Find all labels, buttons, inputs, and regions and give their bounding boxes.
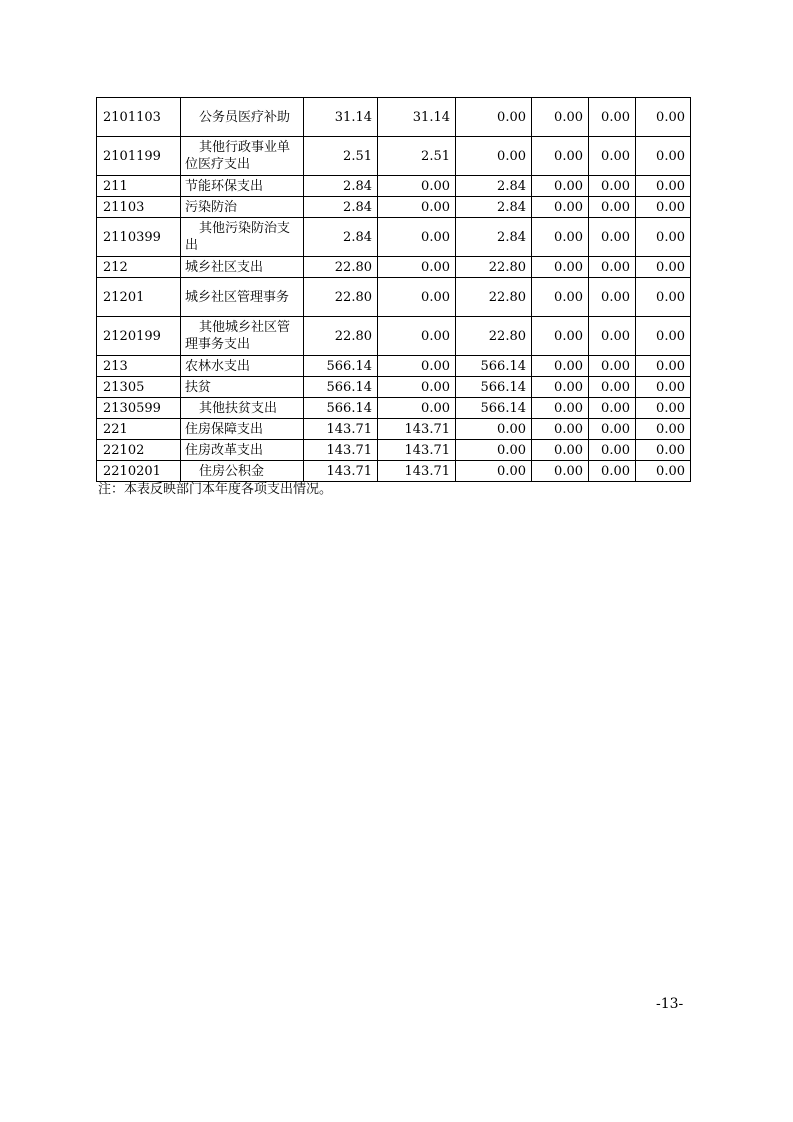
amount-cell: 566.14: [456, 356, 532, 377]
amount-cell: 0.00: [532, 440, 589, 461]
amount-cell: 143.71: [304, 419, 378, 440]
amount-cell: 2.51: [304, 137, 378, 176]
amount-cell: 566.14: [456, 377, 532, 398]
amount-cell: 0.00: [378, 356, 456, 377]
subject-name-cell: 城乡社区支出: [181, 257, 304, 278]
amount-cell: 0.00: [532, 176, 589, 197]
amount-cell: 2.84: [456, 176, 532, 197]
table-row: [97, 176, 691, 197]
amount-cell: 0.00: [456, 440, 532, 461]
amount-cell: 0.00: [589, 176, 636, 197]
subject-code-cell: 2130599: [97, 398, 181, 419]
amount-cell: 0.00: [636, 176, 691, 197]
subject-code-cell: 21103: [97, 197, 181, 218]
amount-cell: 0.00: [589, 317, 636, 356]
table-row: [97, 98, 691, 137]
amount-cell: 0.00: [378, 398, 456, 419]
expenditure-table: [96, 97, 691, 482]
amount-cell: 31.14: [378, 98, 456, 137]
table-row: [97, 257, 691, 278]
amount-cell: 0.00: [589, 398, 636, 419]
amount-cell: 0.00: [636, 377, 691, 398]
subject-name-cell: 住房改革支出: [181, 440, 304, 461]
subject-code-cell: 2110399: [97, 218, 181, 257]
amount-cell: 0.00: [378, 197, 456, 218]
amount-cell: 22.80: [456, 278, 532, 317]
amount-cell: 0.00: [378, 278, 456, 317]
amount-cell: 0.00: [589, 461, 636, 482]
subject-name-cell: 城乡社区管理事务: [181, 278, 304, 317]
table-row: [97, 197, 691, 218]
amount-cell: 2.84: [456, 197, 532, 218]
subject-name-cell: 其他行政事业单位医疗支出: [181, 137, 304, 176]
amount-cell: 566.14: [456, 398, 532, 419]
amount-cell: 0.00: [456, 419, 532, 440]
subject-name-cell: 住房保障支出: [181, 419, 304, 440]
amount-cell: 143.71: [378, 461, 456, 482]
amount-cell: 0.00: [589, 377, 636, 398]
amount-cell: 0.00: [589, 278, 636, 317]
amount-cell: 0.00: [636, 278, 691, 317]
amount-cell: 0.00: [532, 98, 589, 137]
table-row: [97, 419, 691, 440]
table-row: [97, 377, 691, 398]
amount-cell: 22.80: [304, 257, 378, 278]
amount-cell: 2.84: [456, 218, 532, 257]
table-row: [97, 218, 691, 257]
amount-cell: 0.00: [456, 461, 532, 482]
subject-code-cell: 2120199: [97, 317, 181, 356]
amount-cell: 0.00: [636, 218, 691, 257]
table-note: 注：本表反映部门本年度各项支出情况。: [98, 482, 333, 497]
amount-cell: 22.80: [456, 317, 532, 356]
amount-cell: 0.00: [636, 317, 691, 356]
amount-cell: 0.00: [636, 419, 691, 440]
table-row: [97, 317, 691, 356]
amount-cell: 0.00: [636, 398, 691, 419]
amount-cell: 0.00: [636, 461, 691, 482]
subject-name-cell: 其他城乡社区管理事务支出: [181, 317, 304, 356]
subject-code-cell: 21305: [97, 377, 181, 398]
subject-code-cell: 2101103: [97, 98, 181, 137]
subject-name-cell: 节能环保支出: [181, 176, 304, 197]
subject-name-cell: 农林水支出: [181, 356, 304, 377]
amount-cell: 22.80: [304, 278, 378, 317]
amount-cell: 0.00: [532, 461, 589, 482]
amount-cell: 0.00: [378, 218, 456, 257]
amount-cell: 0.00: [589, 218, 636, 257]
amount-cell: 2.84: [304, 197, 378, 218]
subject-name-cell: 污染防治: [181, 197, 304, 218]
amount-cell: 566.14: [304, 377, 378, 398]
table-row: [97, 356, 691, 377]
amount-cell: 0.00: [532, 197, 589, 218]
amount-cell: 0.00: [456, 98, 532, 137]
amount-cell: 0.00: [636, 440, 691, 461]
amount-cell: 0.00: [378, 377, 456, 398]
subject-name-cell: 扶贫: [181, 377, 304, 398]
amount-cell: 0.00: [456, 137, 532, 176]
subject-name-cell: 住房公积金: [181, 461, 304, 482]
amount-cell: 2.51: [378, 137, 456, 176]
amount-cell: 0.00: [532, 356, 589, 377]
amount-cell: 143.71: [304, 461, 378, 482]
amount-cell: 0.00: [589, 197, 636, 218]
amount-cell: 0.00: [636, 356, 691, 377]
subject-name-cell: 公务员医疗补助: [181, 98, 304, 137]
subject-code-cell: 2101199: [97, 137, 181, 176]
amount-cell: 22.80: [304, 317, 378, 356]
table-row: [97, 137, 691, 176]
amount-cell: 2.84: [304, 176, 378, 197]
subject-code-cell: 2210201: [97, 461, 181, 482]
amount-cell: 0.00: [532, 137, 589, 176]
amount-cell: 0.00: [532, 278, 589, 317]
amount-cell: 0.00: [589, 356, 636, 377]
table-row: [97, 440, 691, 461]
amount-cell: 31.14: [304, 98, 378, 137]
amount-cell: 0.00: [636, 137, 691, 176]
amount-cell: 143.71: [378, 440, 456, 461]
subject-code-cell: 221: [97, 419, 181, 440]
amount-cell: 0.00: [636, 257, 691, 278]
page-number: -13-: [656, 996, 684, 1012]
table-body: [97, 98, 691, 482]
amount-cell: 0.00: [636, 197, 691, 218]
amount-cell: 0.00: [589, 419, 636, 440]
amount-cell: 0.00: [589, 257, 636, 278]
amount-cell: 0.00: [378, 257, 456, 278]
amount-cell: 0.00: [378, 176, 456, 197]
subject-name-cell: 其他扶贫支出: [181, 398, 304, 419]
amount-cell: 0.00: [589, 137, 636, 176]
amount-cell: 0.00: [532, 377, 589, 398]
subject-code-cell: 211: [97, 176, 181, 197]
table-row: [97, 278, 691, 317]
amount-cell: 0.00: [378, 317, 456, 356]
amount-cell: 0.00: [589, 98, 636, 137]
amount-cell: 0.00: [636, 98, 691, 137]
subject-name-cell: 其他污染防治支出: [181, 218, 304, 257]
table-row: [97, 461, 691, 482]
subject-code-cell: 21201: [97, 278, 181, 317]
table-row: [97, 398, 691, 419]
amount-cell: 0.00: [532, 257, 589, 278]
amount-cell: 566.14: [304, 356, 378, 377]
amount-cell: 22.80: [456, 257, 532, 278]
amount-cell: 0.00: [532, 419, 589, 440]
amount-cell: 143.71: [378, 419, 456, 440]
amount-cell: 0.00: [532, 317, 589, 356]
amount-cell: 143.71: [304, 440, 378, 461]
subject-code-cell: 212: [97, 257, 181, 278]
amount-cell: 0.00: [532, 218, 589, 257]
subject-code-cell: 213: [97, 356, 181, 377]
amount-cell: 2.84: [304, 218, 378, 257]
amount-cell: 0.00: [532, 398, 589, 419]
subject-code-cell: 22102: [97, 440, 181, 461]
amount-cell: 0.00: [589, 440, 636, 461]
amount-cell: 566.14: [304, 398, 378, 419]
